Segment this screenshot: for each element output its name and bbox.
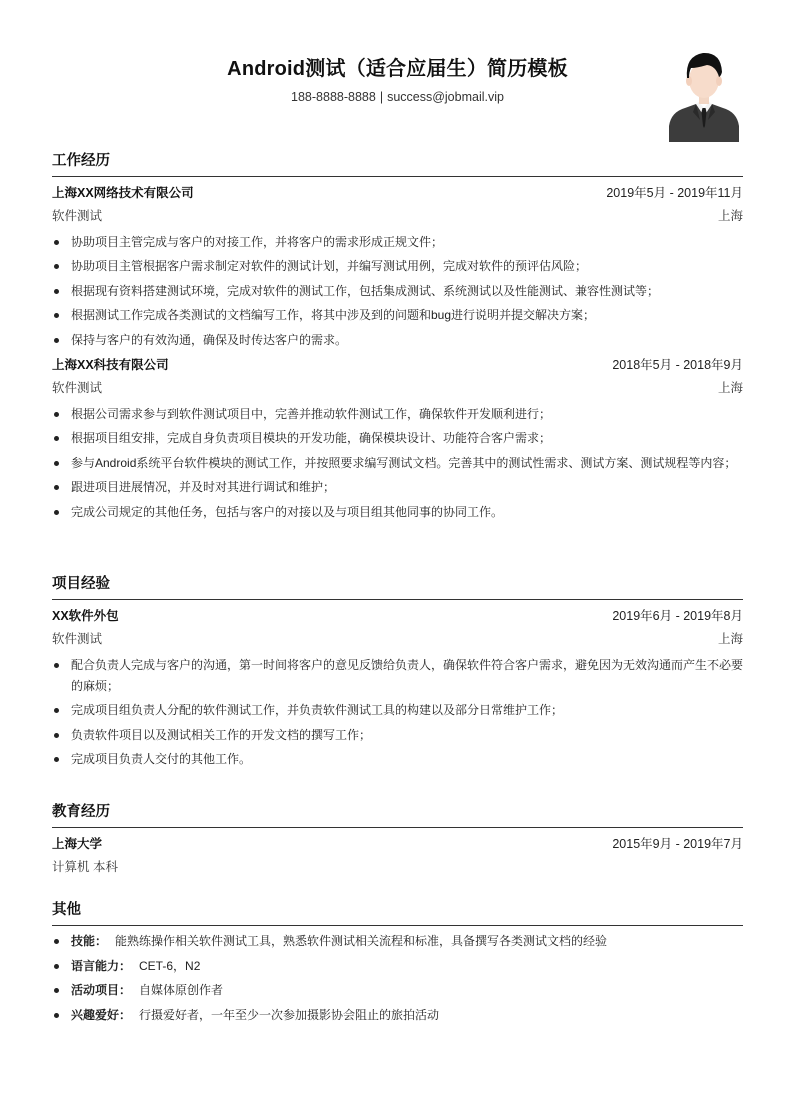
- section-title: 其他: [52, 899, 743, 926]
- section-title: 工作经历: [52, 150, 743, 177]
- section-title: 项目经验: [52, 573, 743, 600]
- list-item: [52, 1005, 743, 1026]
- item-key: 技能：: [71, 934, 108, 948]
- project-name: XX软件外包: [52, 609, 119, 623]
- work-entry: [52, 182, 743, 351]
- resume-page: [52, 0, 744, 1022]
- job-location: 上海: [717, 632, 743, 646]
- list-item: 配合负责人完成与客户的沟通，第一时间将客户的意见反馈给负责人，确保软件符合客户需求，避免因为无效沟通而产生不必要的麻烦；: [52, 655, 743, 697]
- company-name: 上海XX科技有限公司: [52, 358, 169, 372]
- work-experience-section: [52, 150, 743, 526]
- list-item: [52, 980, 743, 1001]
- item-value: CET-6，N2: [139, 958, 201, 973]
- list-item: 跟进项目进展情况，并及时对其进行调试和维护；: [52, 477, 743, 498]
- item-key: 兴趣爱好：: [71, 1007, 132, 1022]
- person-avatar-icon: [669, 46, 739, 142]
- date-range: 2018年5月 - 2018年9月: [612, 358, 743, 372]
- item-value: 自媒体原创作者: [139, 983, 224, 997]
- list-item: 根据测试工作完成各类测试的文档编写工作，将其中涉及到的问题和bug进行说明并提交解决方案；: [52, 305, 743, 326]
- school-name: 上海大学: [52, 837, 103, 851]
- job-role: 软件测试: [52, 632, 103, 646]
- list-item: 根据项目组安排，完成自身负责项目模块的开发功能，确保模块设计、功能符合客户需求；: [52, 428, 743, 449]
- list-item: 根据现有资料搭建测试环境，完成对软件的测试工作，包括集成测试、系统测试以及性能测试、兼容性测试等；: [52, 281, 743, 302]
- duty-list: [52, 404, 743, 523]
- list-item: [52, 956, 743, 977]
- email-address: success@jobmail.vip: [387, 90, 504, 104]
- list-item: 协助项目主管根据客户需求制定对软件的测试计划，并编写测试用例，完成对软件的预评估风险；: [52, 256, 743, 277]
- education-section: [52, 801, 743, 879]
- list-item: 参与Android系统平台软件模块的测试工作，并按照要求编写测试文档。完善其中的测试性需求、测试方案、测试规程等内容；: [52, 453, 743, 474]
- list-item: 协助项目主管完成与客户的对接工作，并将客户的需求形成正规文件；: [52, 232, 743, 253]
- section-title: 教育经历: [52, 801, 743, 828]
- list-item: 负责软件项目以及测试相关工作的开发文档的撰写工作；: [52, 725, 743, 746]
- work-entry: [52, 354, 743, 523]
- item-key: 语言能力：: [71, 958, 132, 973]
- date-range: 2019年5月 - 2019年11月: [606, 186, 743, 200]
- duty-list: [52, 232, 743, 351]
- contact-separator: |: [379, 90, 384, 104]
- date-range: 2015年9月 - 2019年7月: [612, 837, 743, 851]
- list-item: 保持与客户的有效沟通，确保及时传达客户的需求。: [52, 330, 743, 351]
- job-location: 上海: [717, 209, 743, 223]
- list-item: 完成项目负责人交付的其他工作。: [52, 749, 743, 770]
- item-value: 行摄爱好者，一年至少一次参加摄影协会阻止的旅拍活动: [139, 1007, 440, 1022]
- phone-number: 188-8888-8888: [291, 90, 376, 104]
- company-name: 上海XX网络技术有限公司: [52, 186, 194, 200]
- project-entry: [52, 605, 743, 770]
- list-item: [52, 931, 743, 952]
- contact-line: [52, 90, 743, 104]
- duty-list: [52, 655, 743, 771]
- list-item: 完成项目组负责人分配的软件测试工作，并负责软件测试工具的构建以及部分日常维护工作；: [52, 700, 743, 721]
- other-list: [52, 931, 743, 1026]
- list-item: 完成公司规定的其他任务，包括与客户的对接以及与项目组其他同事的协同工作。: [52, 502, 743, 523]
- list-item: 根据公司需求参与到软件测试项目中，完善并推动软件测试工作，确保软件开发顺利进行；: [52, 404, 743, 425]
- item-key: 活动项目：: [71, 983, 132, 997]
- project-experience-section: [52, 573, 743, 774]
- job-role: 软件测试: [52, 209, 103, 223]
- job-role: 软件测试: [52, 381, 103, 395]
- date-range: 2019年6月 - 2019年8月: [612, 609, 743, 623]
- other-section: [52, 899, 743, 1029]
- major-degree: 计算机 本科: [52, 860, 118, 874]
- resume-header: [52, 0, 743, 150]
- job-location: 上海: [717, 381, 743, 395]
- item-value: 能熟练操作相关软件测试工具，熟悉软件测试相关流程和标准，具备撰写各类测试文档的经验: [115, 934, 608, 948]
- resume-name: Android测试（适合应届生）简历模板: [227, 58, 568, 80]
